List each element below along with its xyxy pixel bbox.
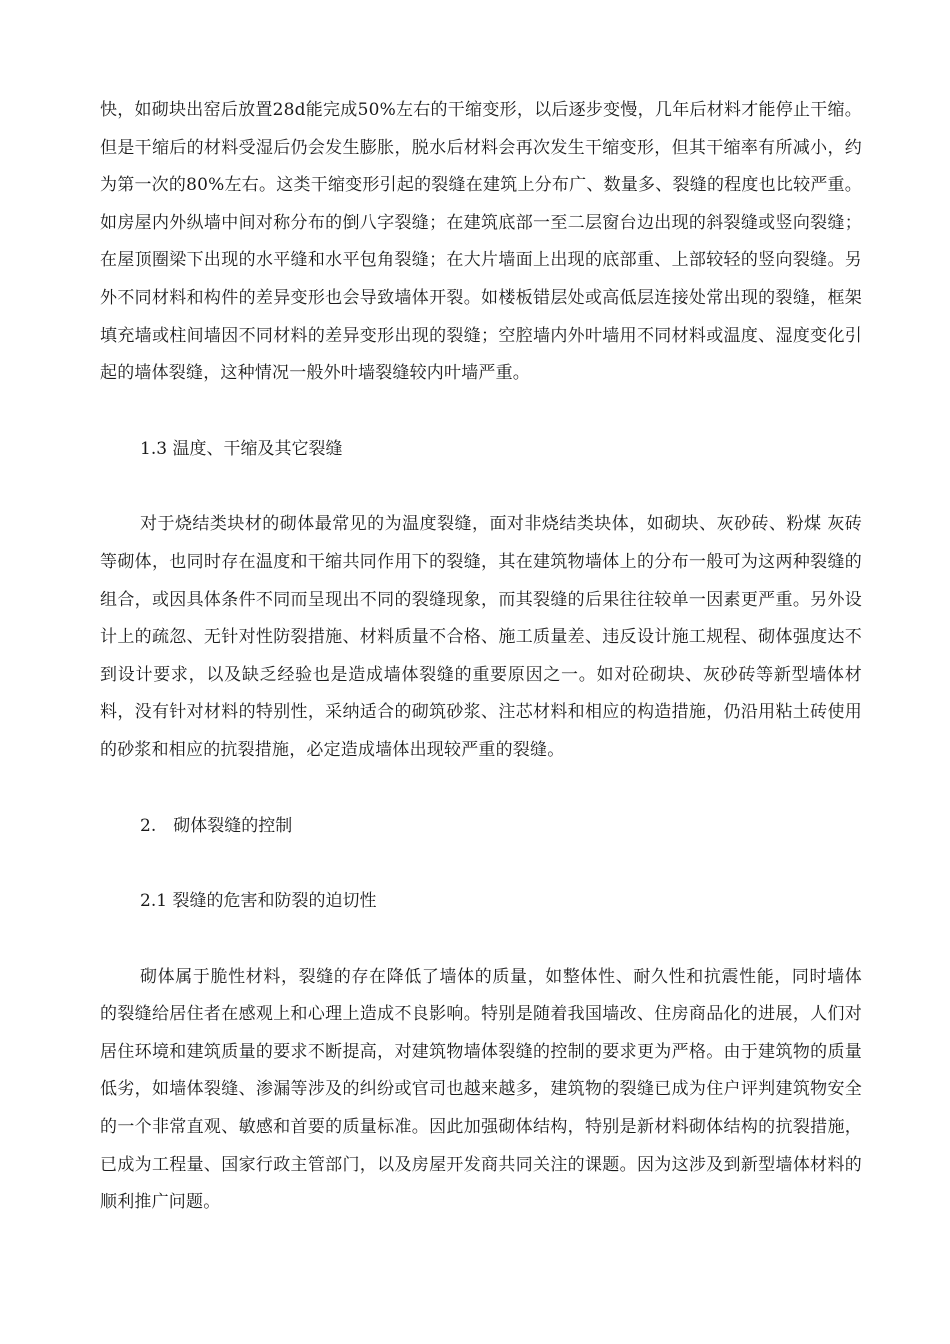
paragraph-gap [100, 845, 862, 883]
paragraph-gap [100, 921, 862, 959]
paragraph-shrinkage-cracks: 快，如砌块出窑后放置28d能完成50%左右的干缩变形，以后逐步变慢，几年后材料才能停止干缩。但是干缩后的材料受湿后仍会发生膨胀，脱水后材料会再次发生干缩变形，但其干缩率有所减小，约为第一次的80%左右。这类干缩变形引起的裂缝在建筑上分布广、数量多、裂缝的程度也比较严重。如房屋内外纵墙中间对称分布的倒八字裂缝；在建筑底部一至二层窗台边出现的斜裂缝或竖向裂缝；在屋顶圈梁下出现的水平缝和水平包角裂缝；在大片墙面上出现的底部重、上部较轻的竖向裂缝。另外不同材料和构件的差异变形也会导致墙体开裂。如楼板错层处或高低层连接处常出现的裂缝，框架填充墙或柱间墙因不同材料的差异变形出现的裂缝；空腔墙内外叶墙用不同材料或温度、湿度变化引起的墙体裂缝，这种情况一般外叶墙裂缝较内叶墙严重。 [100, 100, 862, 384]
paragraph-gap [100, 770, 862, 808]
document-page [100, 92, 862, 1222]
paragraph-crack-hazards: 砌体属于脆性材料，裂缝的存在降低了墙体的质量，如整体性、耐久性和抗震性能，同时墙体的裂缝给居住者在感观上和心理上造成不良影响。特别是随着我国墙改、住房商品化的进展，人们对居住环境和建筑质量的要求不断提高，对建筑物墙体裂缝的控制的要求更为严格。由于建筑物的质量低劣，如墙体裂缝、渗漏等涉及的纠纷或官司也越来越多，建筑物的裂缝已成为住户评判建筑物安全的一个非常直观、敏感和首要的质量标准。因此加强砌体结构，特别是新材料砌体结构的抗裂措施，已成为工程量、国家行政主管部门，以及房屋开发商共同关注的课题。因为这涉及到新型墙体材料的顺利推广问题。 [100, 966, 862, 1213]
section-heading-2: 2. 砌体裂缝的控制 [140, 815, 293, 836]
paragraph-gap [100, 393, 862, 431]
paragraph-temperature-cracks: 对于烧结类块材的砌体最常见的为温度裂缝，面对非烧结类块体，如砌块、灰砂砖、粉煤 灰砖等砌体，也同时存在温度和干缩共同作用下的裂缝，其在建筑物墙体上的分布一般可为这两种裂缝的组合，或因具体条件不同而呈现出不同的裂缝现象，而其裂缝的后果往往较单一因素更严重。另外设计上的疏忽、无针对性防裂措施、材料质量不合格、施工质量差、违反设计施工规程、砌体强度达不到设计要求，以及缺乏经验也是造成墙体裂缝的重要原因之一。如对砼砌块、灰砂砖等新型墙体材料，没有针对材料的特别性，采纳适合的砌筑砂浆、注芯材料和相应的构造措施，仍沿用粘土砖使用的砂浆和相应的抗裂措施，必定造成墙体出现较严重的裂缝。 [100, 514, 862, 760]
paragraph-gap [100, 468, 862, 506]
section-heading-1-3: 1.3 温度、干缩及其它裂缝 [140, 438, 343, 459]
section-heading-2-1: 2.1 裂缝的危害和防裂的迫切性 [140, 891, 377, 912]
